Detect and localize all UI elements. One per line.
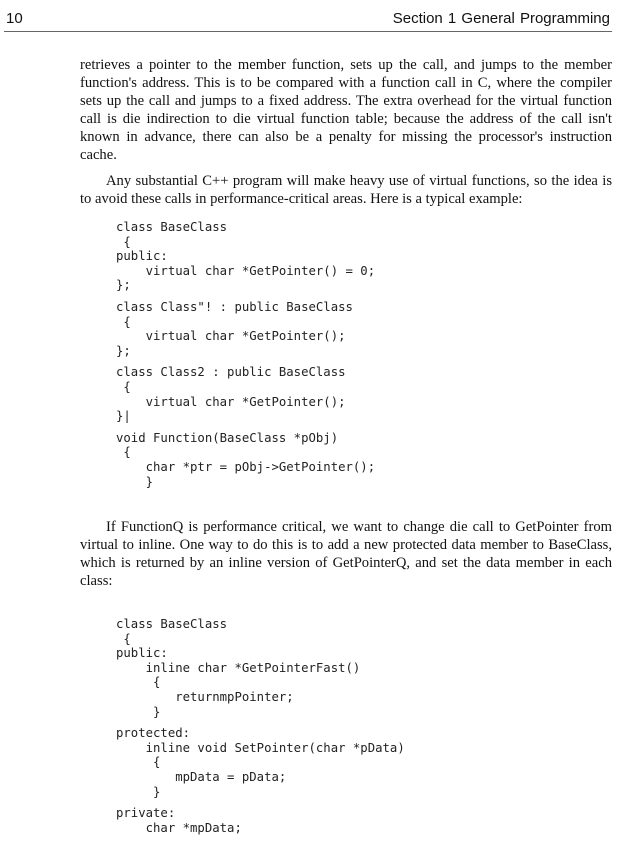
- code-line: virtual char *GetPointer();: [116, 394, 346, 409]
- code-line: }: [116, 784, 161, 799]
- code-line: {: [116, 445, 131, 460]
- code-line: {: [116, 755, 161, 770]
- code-line: inline char *GetPointerFast(): [116, 660, 361, 675]
- code-line: protected:: [116, 726, 191, 741]
- code-line: virtual char *GetPointer();: [116, 329, 346, 344]
- code-line: char *ptr = pObj->GetPointer();: [116, 459, 376, 474]
- page-number: 10: [6, 10, 23, 27]
- code-line: inline void SetPointer(char *pData): [116, 740, 405, 755]
- paragraph-2-text: Any substantial C++ program will make heavy use of virtual functions, so the idea is to avoid these calls in performance-critical areas. Here is a typical example:: [80, 173, 612, 207]
- code-line: class BaseClass: [116, 617, 228, 631]
- code-line: public:: [116, 646, 168, 661]
- code-line: };: [116, 278, 131, 293]
- code-line: }: [116, 474, 154, 489]
- code-line: [116, 358, 375, 365]
- code-line: char *mpData;: [116, 820, 242, 835]
- code-line: class Class2 : public BaseClass: [116, 365, 346, 380]
- code-line: mpData = pData;: [116, 769, 287, 784]
- code-line: public:: [116, 249, 168, 264]
- code-line: [116, 719, 405, 726]
- code-line: [116, 799, 405, 806]
- code-line: };: [116, 343, 131, 358]
- code-line: void Function(BaseClass *pObj): [116, 430, 339, 445]
- paragraph-1: retrieves a pointer to the member function, sets up the call, and jumps to the member function's address. This is to be compared with a function call in C, where the compiler sets up the call and jumps to a fixed address. The extra overhead for the virtual function call is die indirection to die virtual function table; because the address of the call isn't known in advance, there can also be a penalty for missing the processor's instruction cache.: [80, 57, 612, 163]
- code-line: {: [116, 675, 161, 690]
- code-line: class Class"! : public BaseClass: [116, 299, 353, 314]
- code-line: {: [116, 379, 131, 394]
- paragraph-2: [80, 172, 612, 208]
- code-line: class BaseClass: [116, 220, 228, 234]
- code-line: {: [116, 314, 131, 329]
- code-line: }|: [116, 409, 131, 424]
- code-line: }: [116, 704, 161, 719]
- code-line: [116, 293, 375, 300]
- paragraph-3: [80, 518, 612, 590]
- paragraph-3-text: If FunctionQ is performance critical, we want to change die call to GetPointer from virtual to inline. One way to do this is to add a new protected data member to BaseClass, which is returned by an inline version of GetPointerQ, and set the data member in each class:: [80, 519, 612, 589]
- code-line: {: [116, 234, 131, 249]
- page-header: [0, 8, 628, 32]
- code-line: virtual char *GetPointer() = 0;: [116, 263, 376, 278]
- code-line: [116, 424, 375, 431]
- header-rule: [4, 31, 612, 32]
- code-line: {: [116, 631, 131, 646]
- code-line: returnmpPointer;: [116, 689, 294, 704]
- code-line: private:: [116, 806, 176, 821]
- code-block-2: [116, 617, 405, 835]
- section-title: Section 1 General Programming: [392, 10, 610, 27]
- code-block-1: [116, 220, 375, 489]
